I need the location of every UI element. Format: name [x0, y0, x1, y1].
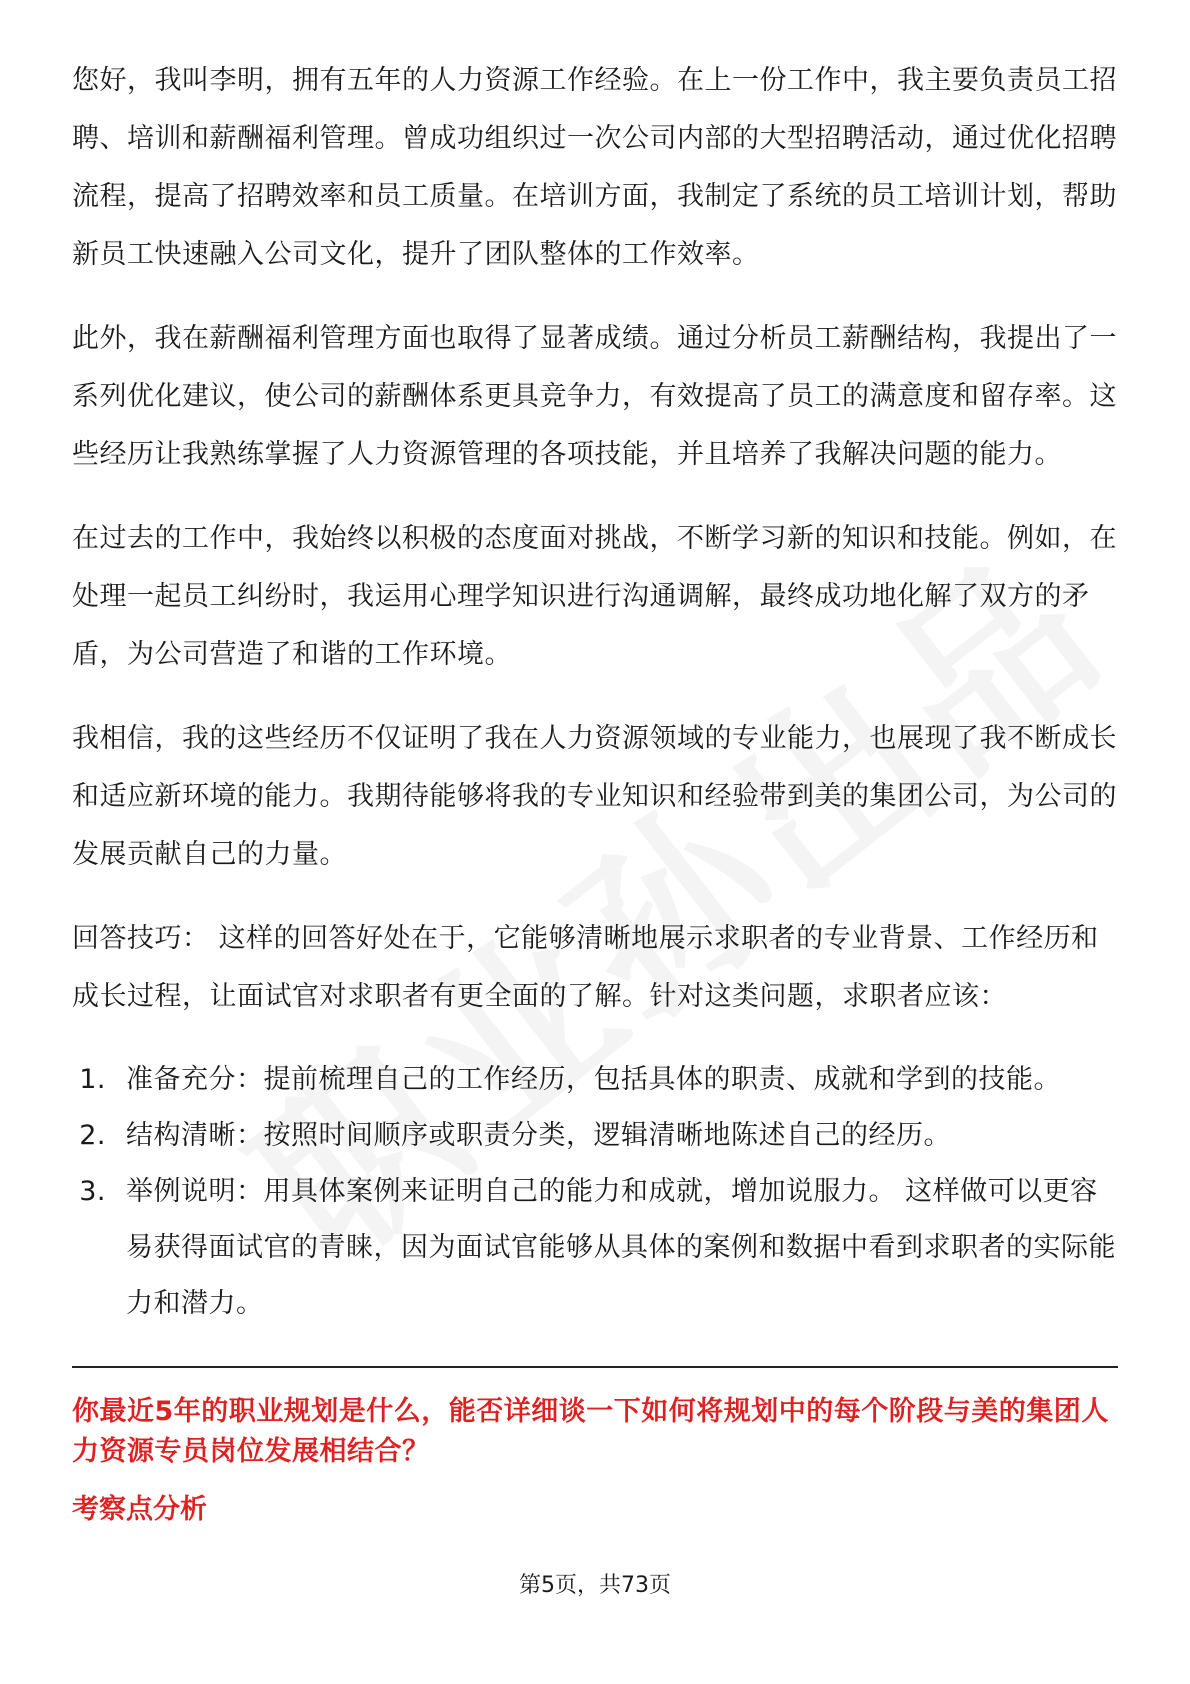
list-item-text: 举例说明：用具体案例来证明自己的能力和成就，增加说服力。 这样做可以更容易获得面试官的青睐，因为面试官能够从具体的案例和数据中看到求职者的实际能力和潜力。	[126, 1176, 1116, 1319]
list-item	[72, 1052, 1118, 1108]
section-heading: 考察点分析	[72, 1494, 207, 1525]
answer-tips-intro: 回答技巧： 这样的回答好处在于，它能够清晰地展示求职者的专业背景、工作经历和成长过程，让面试官对求职者有更全面的了解。针对这类问题，求职者应该：	[72, 923, 1099, 1012]
answer-paragraph-3: 在过去的工作中，我始终以积极的态度面对挑战，不断学习新的知识和技能。例如，在处理一起员工纠纷时，我运用心理学知识进行沟通调解，最终成功地化解了双方的矛盾，为公司营造了和谐的工作环境。	[72, 523, 1117, 670]
list-item-number: 3.	[79, 1176, 106, 1207]
list-item-text: 准备充分：提前梳理自己的工作经历，包括具体的职责、成就和学到的技能。	[126, 1064, 1061, 1095]
section-divider	[72, 1366, 1118, 1368]
answer-paragraph-2: 此外，我在薪酬福利管理方面也取得了显著成绩。通过分析员工薪酬结构，我提出了一系列优化建议，使公司的薪酬体系更具竞争力，有效提高了员工的满意度和留存率。这些经历让我熟练掌握了人力资源管理的各项技能，并且培养了我解决问题的能力。	[72, 323, 1117, 470]
list-item	[72, 1164, 1118, 1332]
list-item-number: 1.	[79, 1064, 106, 1095]
page-footer: 第5页，共73页	[519, 1573, 671, 1598]
tips-list	[72, 1052, 1118, 1332]
list-item-number: 2.	[79, 1120, 106, 1151]
answer-paragraph-1: 您好，我叫李明，拥有五年的人力资源工作经验。在上一份工作中，我主要负责员工招聘、培训和薪酬福利管理。曾成功组织过一次公司内部的大型招聘活动，通过优化招聘流程，提高了招聘效率和员工质量。在培训方面，我制定了系统的员工培训计划，帮助新员工快速融入公司文化，提升了团队整体的工作效率。	[72, 65, 1117, 270]
document-body	[72, 52, 1118, 1530]
next-question-title: 你最近5年的职业规划是什么，能否详细谈一下如何将规划中的每个阶段与美的集团人力资源专员岗位发展相结合？	[72, 1396, 1109, 1467]
list-item	[72, 1108, 1118, 1164]
answer-paragraph-4: 我相信，我的这些经历不仅证明了我在人力资源领域的专业能力，也展现了我不断成长和适应新环境的能力。我期待能够将我的专业知识和经验带到美的集团公司，为公司的发展贡献自己的力量。	[72, 723, 1117, 870]
list-item-text: 结构清晰：按照时间顺序或职责分类，逻辑清晰地陈述自己的经历。	[126, 1120, 951, 1151]
